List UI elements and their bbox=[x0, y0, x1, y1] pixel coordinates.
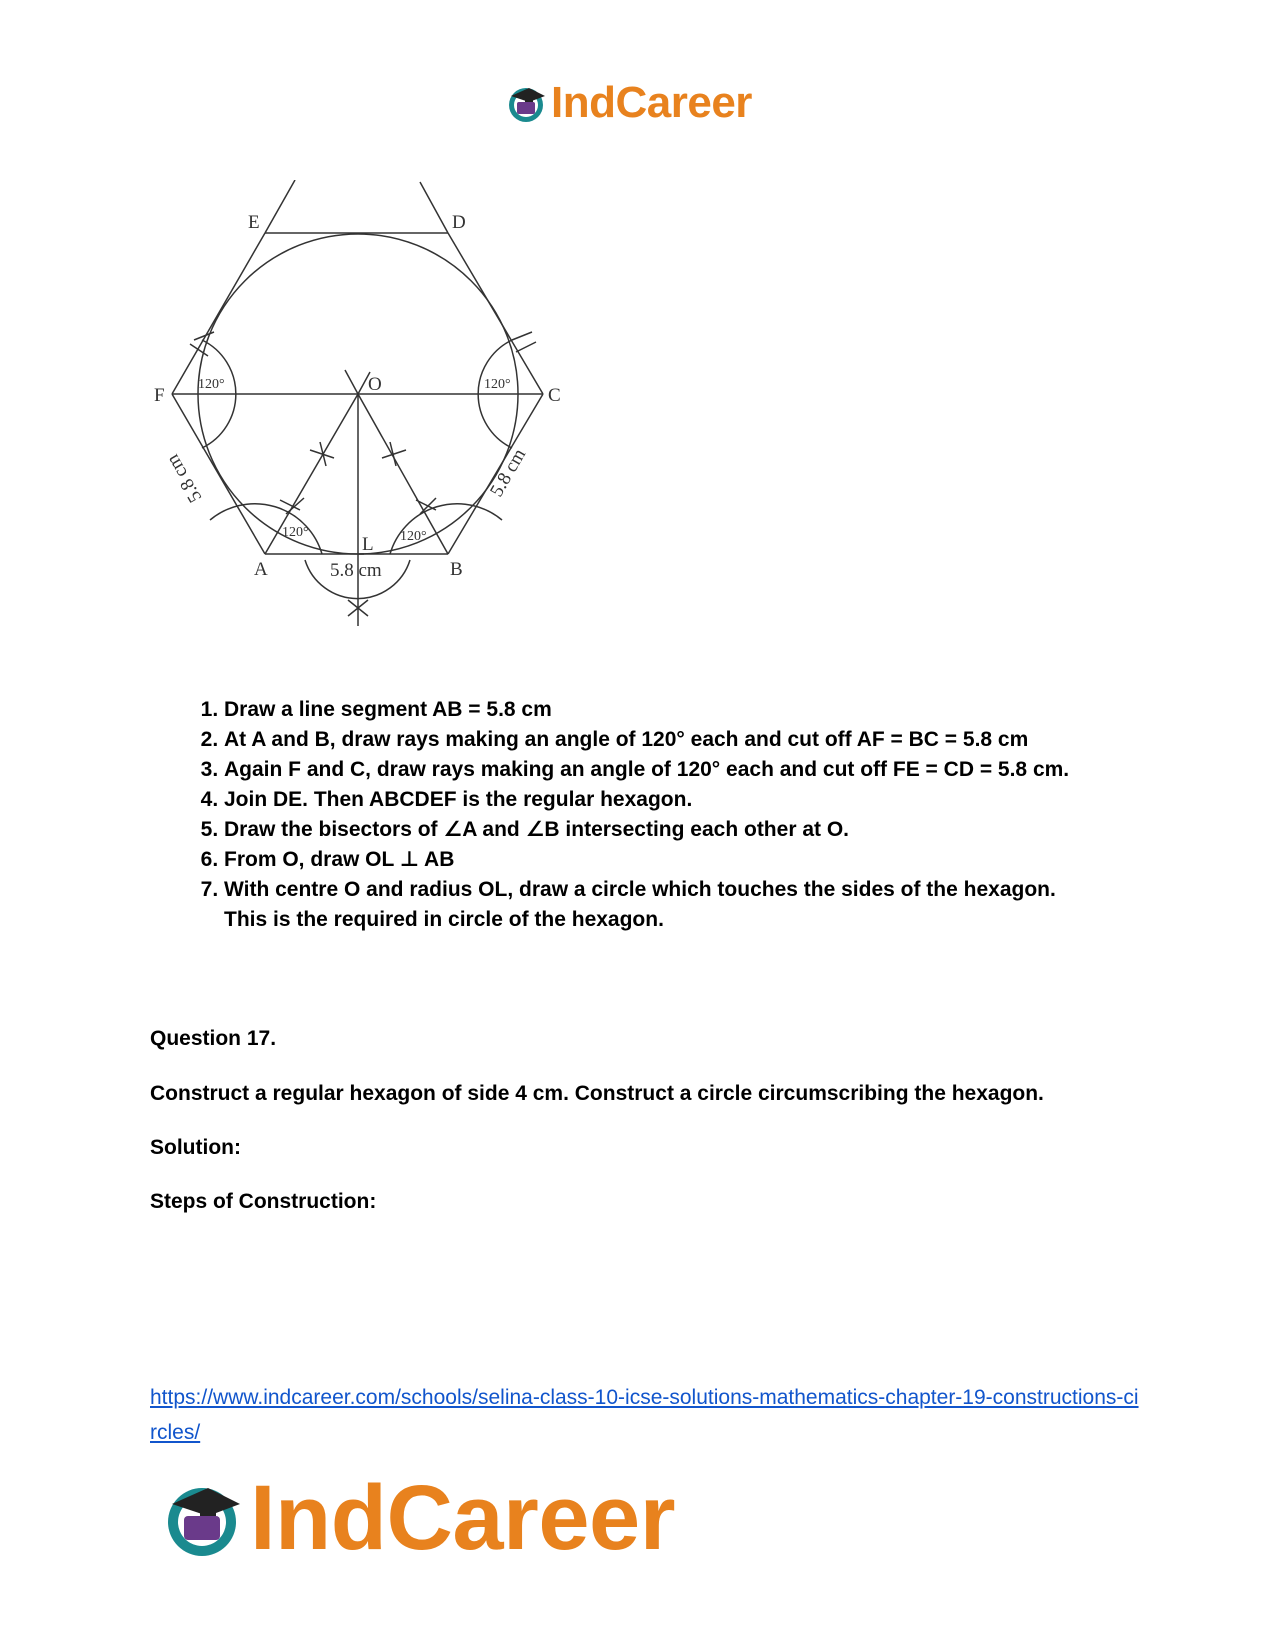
angle-label-f: 120° bbox=[198, 377, 225, 392]
side-ef bbox=[172, 233, 265, 394]
hexagon-incircle-figure bbox=[150, 180, 600, 660]
source-url-link[interactable]: https://www.indcareer.com/schools/selina-class-10-icse-solutions-mathematics-chapter-19-constructions-circles/ bbox=[150, 1386, 1139, 1444]
footer-logo bbox=[160, 1468, 675, 1568]
step-item: 4. Join DE. Then ABCDEF is the regular hexagon. bbox=[224, 785, 1164, 815]
side-label-ab: 5.8 cm bbox=[330, 560, 382, 581]
step-item: 7. With centre O and radius OL, draw a circle which touches the sides of the hexagon. This is the required in circle of the hexagon. bbox=[224, 875, 1164, 935]
question-text: Construct a regular hexagon of side 4 cm. Construct a circle circumscribing the hexagon. bbox=[150, 1082, 1044, 1105]
header-logo bbox=[505, 78, 752, 128]
solution-label: Solution: bbox=[150, 1136, 241, 1159]
side-label-bc: 5.8 cm bbox=[486, 445, 531, 501]
step-item: 5. Draw the bisectors of ∠A and ∠B intersecting each other at O. bbox=[224, 815, 1164, 845]
step-item: 1. Draw a line segment AB = 5.8 cm bbox=[224, 695, 1164, 725]
side-label-fa: 5.8 cm bbox=[162, 450, 207, 506]
question-title: Question 17. bbox=[150, 1027, 277, 1050]
steps-label: Steps of Construction: bbox=[150, 1190, 377, 1213]
step-item: 2. At A and B, draw rays making an angle of 120° each and cut off AF = BC = 5.8 cm bbox=[224, 725, 1164, 755]
label-b: B bbox=[450, 559, 463, 580]
step-item: 6. From O, draw OL ⊥ AB bbox=[224, 845, 1164, 875]
step-item: 3. Again F and C, draw rays making an angle of 120° each and cut off FE = CD = 5.8 cm. bbox=[224, 755, 1164, 785]
label-d: D bbox=[452, 212, 466, 233]
label-a: A bbox=[254, 559, 268, 580]
construction-steps-list bbox=[186, 695, 1164, 935]
step-extra-note: This is the required in circle of the hexagon. bbox=[224, 908, 664, 931]
angle-label-c: 120° bbox=[484, 377, 511, 392]
graduation-cap-globe-icon bbox=[505, 82, 547, 124]
label-c: C bbox=[548, 385, 561, 406]
brand-name: IndCareer bbox=[551, 78, 752, 127]
label-l: L bbox=[362, 534, 374, 555]
brand-name: IndCareer bbox=[250, 1466, 675, 1569]
angle-label-a: 120° bbox=[282, 525, 309, 540]
label-e: E bbox=[248, 212, 260, 233]
label-o: O bbox=[368, 374, 382, 395]
graduation-cap-globe-icon bbox=[160, 1476, 244, 1560]
angle-label-b: 120° bbox=[400, 529, 427, 544]
label-f: F bbox=[154, 385, 165, 406]
